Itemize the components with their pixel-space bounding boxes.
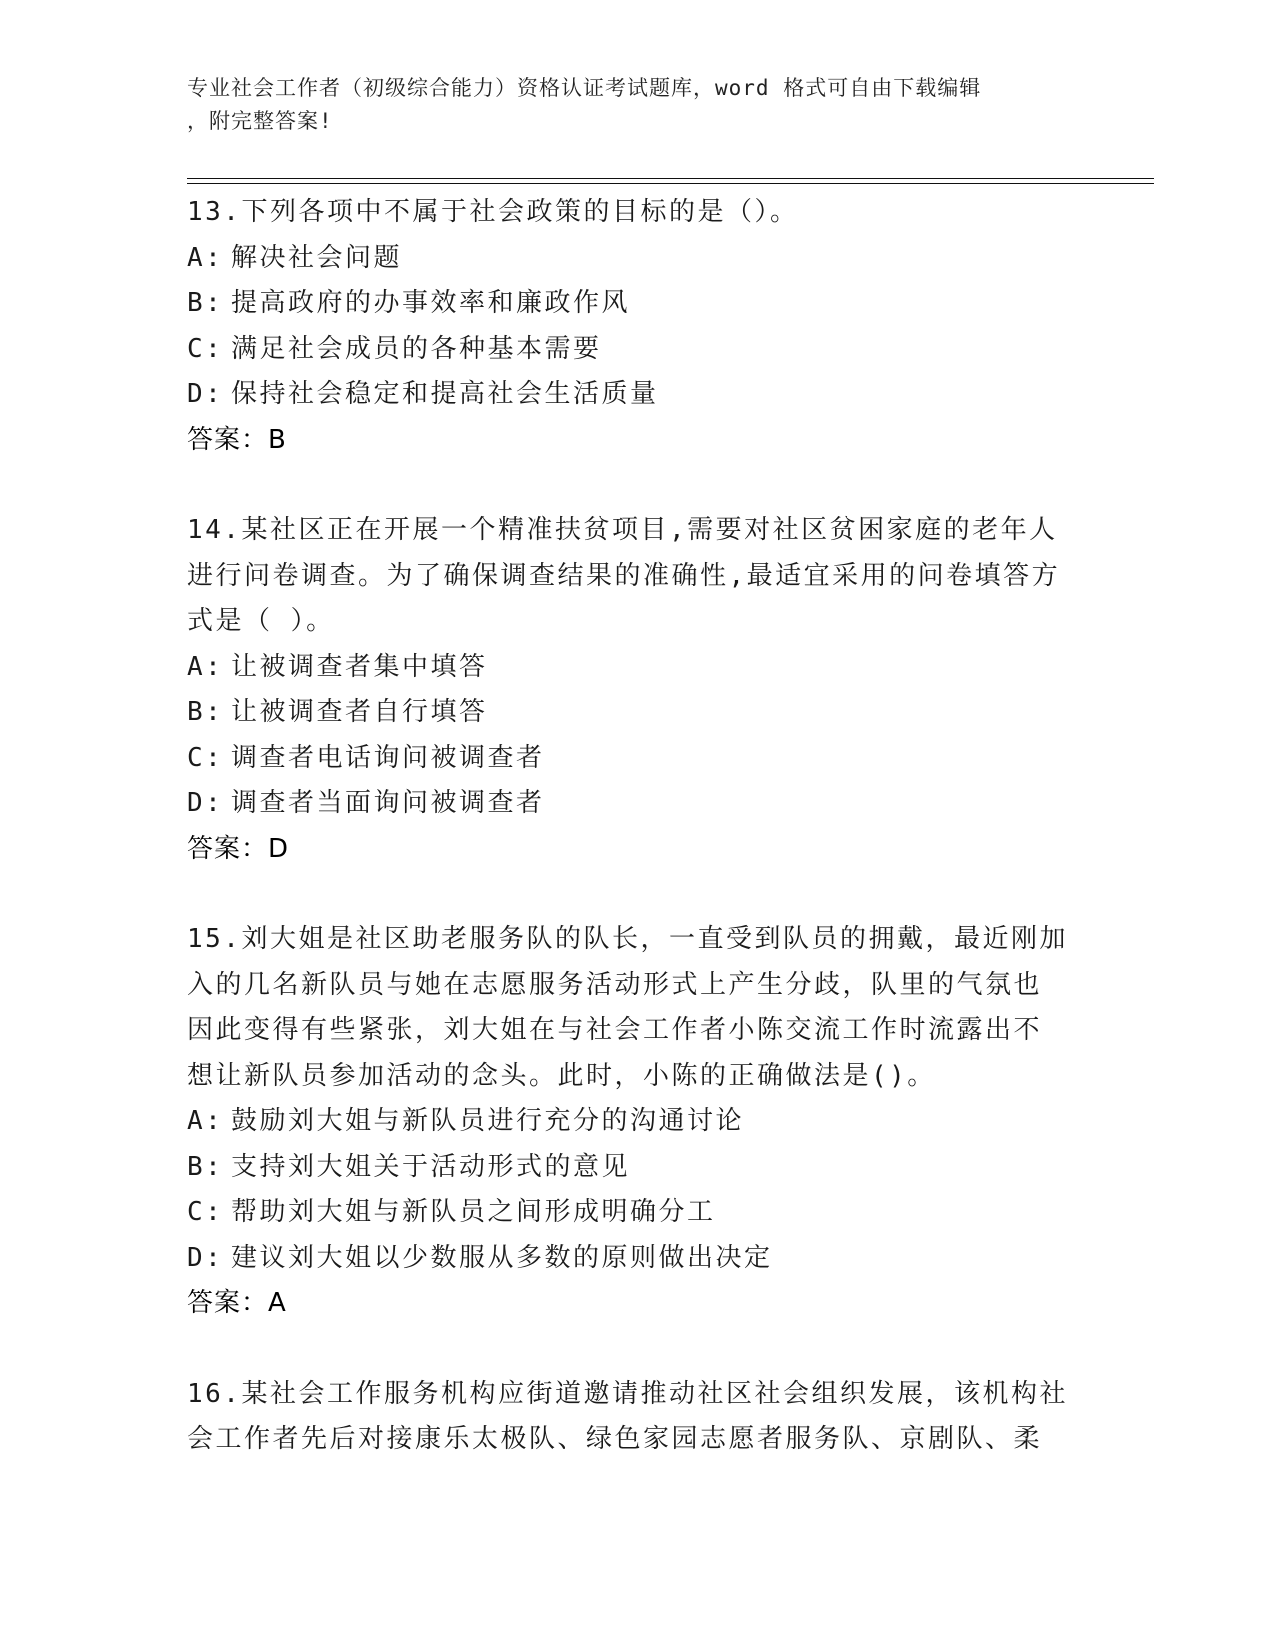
- option-c: [187, 327, 1087, 373]
- header-line-1: 专业社会工作者（初级综合能力）资格认证考试题库，word 格式可自由下载编辑: [187, 76, 982, 100]
- question-stem-line: 16.某社会工作服务机构应街道邀请推动社区社会组织发展，该机构社: [187, 1378, 1068, 1409]
- option-text: 调查者当面询问被调查者: [231, 788, 545, 818]
- option-text: 让被调查者集中填答: [231, 651, 488, 682]
- option-text: 支持刘大姐关于活动形式的意见: [231, 1151, 631, 1182]
- option-b: [187, 690, 1087, 736]
- document-header: [187, 72, 1067, 138]
- option-a: [187, 1099, 1087, 1145]
- option-d: [187, 372, 1087, 418]
- question-stem-line: 14.某社区正在开展一个精准扶贫项目,需要对社区贫困家庭的老年人: [187, 515, 1058, 545]
- option-d: [187, 781, 1087, 827]
- option-letter: B:: [187, 1151, 224, 1182]
- option-text: 让被调查者自行填答: [231, 697, 488, 727]
- option-letter: A:: [187, 1106, 224, 1136]
- question-list: [187, 190, 1087, 1463]
- option-text: 鼓励刘大姐与新队员进行充分的沟通讨论: [231, 1106, 745, 1136]
- option-text: 提高政府的办事效率和廉政作风: [231, 288, 631, 318]
- header-line-2: ，附完整答案!: [187, 109, 333, 133]
- option-text: 解决社会问题: [231, 242, 403, 273]
- option-letter: D:: [187, 788, 224, 818]
- option-letter: D:: [187, 379, 224, 409]
- option-letter: C:: [187, 333, 224, 364]
- answer-label: 答案：A: [187, 1288, 287, 1318]
- option-c: [187, 736, 1087, 782]
- option-text: 帮助刘大姐与新队员之间形成明确分工: [231, 1197, 716, 1227]
- question-stem-line: 13.下列各项中不属于社会政策的目标的是（）。: [187, 197, 799, 227]
- option-text: 建议刘大姐以少数服从多数的原则做出决定: [231, 1242, 773, 1273]
- answer-label: 答案：D: [187, 833, 290, 864]
- question-stem: [187, 190, 1087, 236]
- question-16: [187, 1372, 1087, 1463]
- header-divider-bottom: [187, 183, 1154, 184]
- option-a: [187, 236, 1087, 282]
- question-stem-line: 入的几名新队员与她在志愿服务活动形式上产生分歧，队里的气氛也: [187, 969, 1043, 1000]
- option-d: [187, 1236, 1087, 1282]
- option-text: 调查者电话询问被调查者: [231, 742, 545, 773]
- question-stem-line: 想让新队员参加活动的念头。此时，小陈的正确做法是()。: [187, 1060, 936, 1091]
- question-stem-line: 15.刘大姐是社区助老服务队的队长，一直受到队员的拥戴，最近刚加: [187, 924, 1068, 954]
- question-stem-line: 式是（ ）。: [187, 606, 335, 636]
- option-letter: A:: [187, 242, 224, 273]
- option-letter: C:: [187, 1197, 224, 1227]
- question-13: [187, 190, 1087, 463]
- question-stem: [187, 917, 1087, 1099]
- question-stem: [187, 1372, 1087, 1463]
- spacer: [187, 463, 1087, 508]
- option-text: 保持社会稳定和提高社会生活质量: [231, 379, 659, 409]
- header-divider-top: [187, 178, 1154, 179]
- question-stem: [187, 508, 1087, 645]
- spacer: [187, 872, 1087, 917]
- option-a: [187, 645, 1087, 691]
- answer-label: 答案：B: [187, 424, 287, 455]
- option-text: 满足社会成员的各种基本需要: [231, 333, 602, 364]
- question-stem-line: 进行问卷调查。为了确保调查结果的准确性,最适宜采用的问卷填答方: [187, 560, 1061, 591]
- question-stem-line: 会工作者先后对接康乐太极队、绿色家园志愿者服务队、京剧队、柔: [187, 1424, 1043, 1454]
- option-b: [187, 281, 1087, 327]
- option-c: [187, 1190, 1087, 1236]
- option-letter: A:: [187, 651, 224, 682]
- option-b: [187, 1145, 1087, 1191]
- option-letter: B:: [187, 288, 224, 318]
- question-14: [187, 508, 1087, 872]
- option-letter: D:: [187, 1242, 224, 1273]
- question-15: [187, 917, 1087, 1327]
- question-stem-line: 因此变得有些紧张，刘大姐在与社会工作者小陈交流工作时流露出不: [187, 1015, 1043, 1045]
- spacer: [187, 1327, 1087, 1372]
- option-letter: C:: [187, 742, 224, 773]
- option-letter: B:: [187, 697, 224, 727]
